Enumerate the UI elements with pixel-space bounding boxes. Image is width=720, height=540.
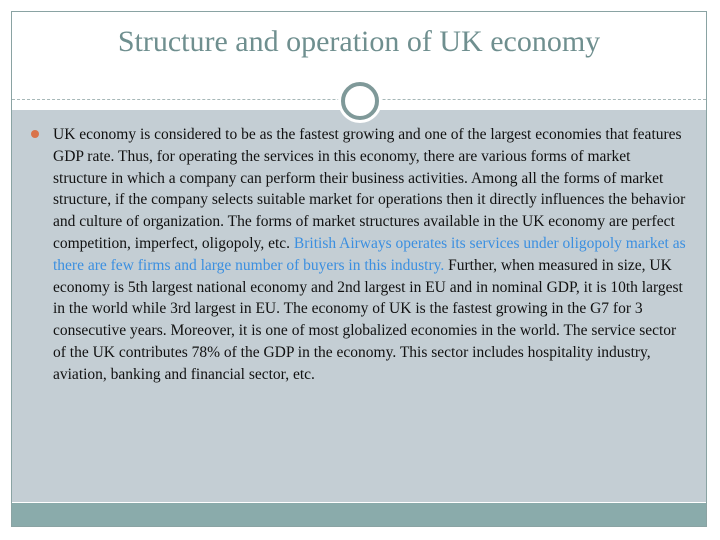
footer-bar — [12, 503, 706, 527]
slide-title: Structure and operation of UK economy — [117, 25, 601, 58]
content-area — [12, 110, 706, 502]
bullet-text — [53, 124, 688, 386]
body-text-part2: Further, when measured in size, UK economy is 5th largest national economy and 2nd largest in EU and in nominal GDP, it is 10th largest in the world while 3rd largest in EU. The economy of UK is the fastest growing in the G7 for 3 consecutive years. Moreover, it is one of most globalized economies in the world. The service sector of the UK contributes 78% of the GDP in the economy. This sector includes hospitality industry, aviation, banking and financial sector, etc. — [53, 256, 683, 383]
circle-ring-icon — [341, 82, 379, 120]
bullet-item — [28, 124, 688, 386]
slide — [11, 11, 707, 527]
body-text-part1: UK economy is considered to be as the fastest growing and one of the largest economies that features GDP rate. Thus, for operating the services in this economy, there are various forms of market structure in which a company can perform their business activities. Among all the forms of market structure, if the company selects suitable market for operations then it directly influences the behavior and culture of organization. The forms of market structures available in the UK economy are perfect competition, imperfect, oligopoly, etc. — [53, 126, 686, 252]
bullet-dot-icon — [31, 130, 39, 138]
body-text-highlight: British Airways operates its services under oligopoly market as there are few firms and large number of buyers in this industry. — [53, 234, 686, 274]
